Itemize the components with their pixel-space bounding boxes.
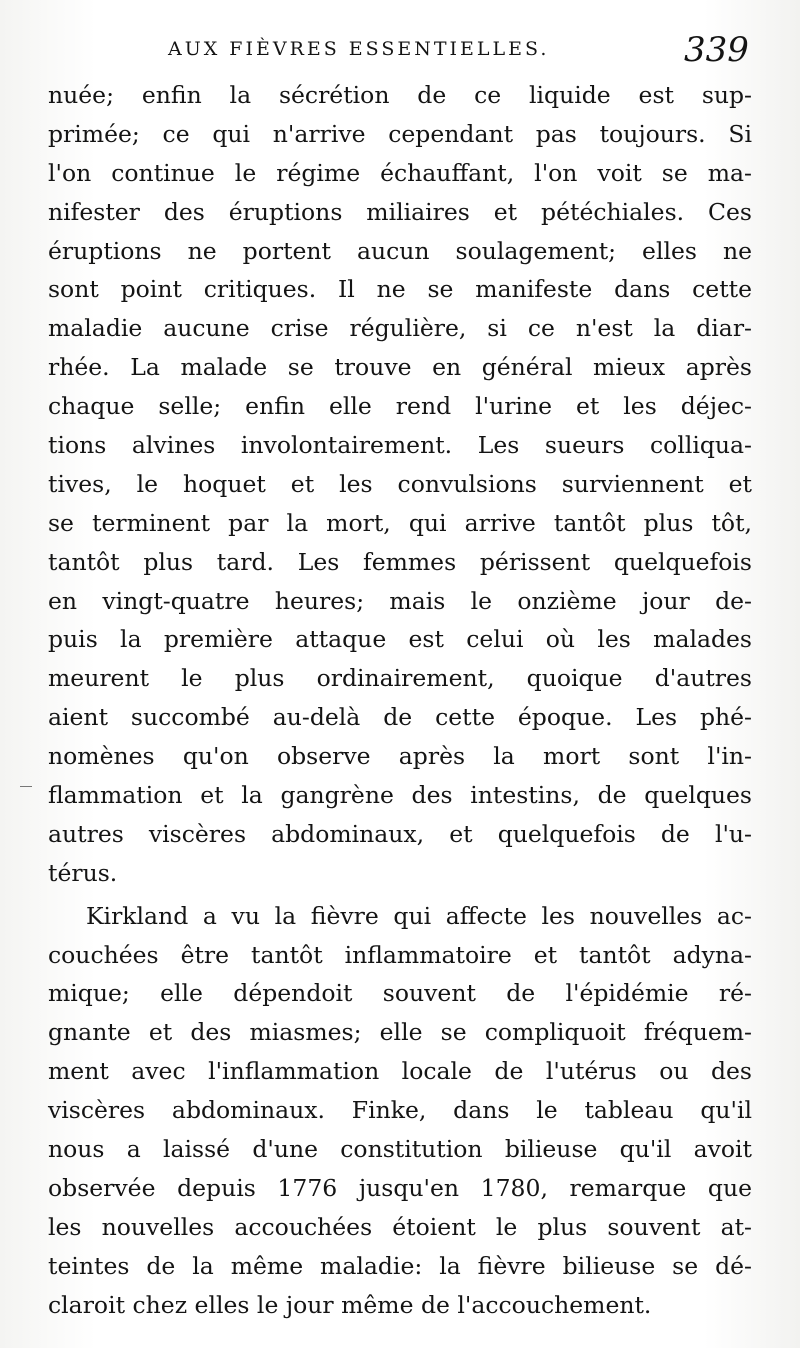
text-line: gnante et des miasmes; elle se compliquoit fréquem- — [48, 1018, 752, 1047]
text-line: chaque selle; enfin elle rend l'urine et les déjec- — [48, 392, 752, 421]
text-line: nous a laissé d'une constitution bilieuse qu'il avoit — [48, 1135, 752, 1164]
body-text — [48, 76, 752, 1325]
text-line: térus. — [48, 858, 118, 887]
text-line: les nouvelles accouchées étoient le plus souvent at- — [48, 1212, 752, 1241]
text-line: couchées être tantôt inflammatoire et tantôt adyna- — [48, 940, 752, 969]
text-line: se terminent par la mort, qui arrive tantôt plus tôt, — [48, 508, 752, 537]
text-line: tives, le hoquet et les convulsions surviennent et — [48, 469, 752, 498]
text-line: observée depuis 1776 jusqu'en 1780, remarque que — [48, 1173, 752, 1202]
text-line: Kirkland a vu la fièvre qui affecte les nouvelles ac- — [86, 901, 752, 930]
text-line: rhée. La malade se trouve en général mieux après — [48, 353, 752, 382]
paragraph-1 — [48, 76, 752, 893]
text-line: ment avec l'inflammation locale de l'utérus ou des — [48, 1057, 752, 1086]
text-line: viscères abdominaux. Finke, dans le tableau qu'il — [48, 1096, 752, 1125]
text-line: éruptions ne portent aucun soulagement; elles ne — [48, 236, 752, 265]
text-line: nuée; enfin la sécrétion de ce liquide est sup- — [48, 81, 752, 109]
text-line: meurent le plus ordinairement, quoique d'autres — [48, 664, 752, 693]
text-line: sont point critiques. Il ne se manifeste dans cette — [48, 275, 752, 304]
text-line: tions alvines involontairement. Les sueurs colliqua- — [48, 431, 752, 460]
text-line: autres viscères abdominaux, et quelquefois de l'u- — [48, 819, 752, 848]
text-line: claroit chez elles le jour même de l'accouchement. — [48, 1290, 652, 1319]
text-line: en vingt-quatre heures; mais le onzième jour de- — [48, 586, 752, 615]
text-line: nomènes qu'on observe après la mort sont l'in- — [48, 742, 752, 771]
text-line: flammation et la gangrène des intestins, de quelques — [48, 781, 752, 810]
text-line: puis la première attaque est celui où les malades — [48, 625, 752, 654]
page-number: 339 — [684, 30, 749, 70]
text-line: teintes de la même maladie: la fièvre bilieuse se dé- — [48, 1251, 752, 1280]
paragraph-2 — [48, 897, 752, 1325]
running-head: AUX FIÈVRES ESSENTIELLES. — [168, 38, 550, 60]
text-line: aient succombé au-delà de cette époque. Les phé- — [48, 703, 752, 732]
margin-mark — [20, 786, 32, 787]
text-line: primée; ce qui n'arrive cependant pas toujours. Si — [48, 119, 752, 148]
text-line: mique; elle dépendoit souvent de l'épidémie ré- — [48, 979, 752, 1008]
text-line: nifester des éruptions miliaires et pétéchiales. Ces — [48, 197, 752, 226]
page-header — [0, 30, 800, 78]
text-line: maladie aucune crise régulière, si ce n'est la diar- — [48, 314, 752, 343]
text-line: l'on continue le régime échauffant, l'on voit se ma- — [48, 158, 752, 187]
text-line: tantôt plus tard. Les femmes périssent quelquefois — [48, 547, 752, 576]
